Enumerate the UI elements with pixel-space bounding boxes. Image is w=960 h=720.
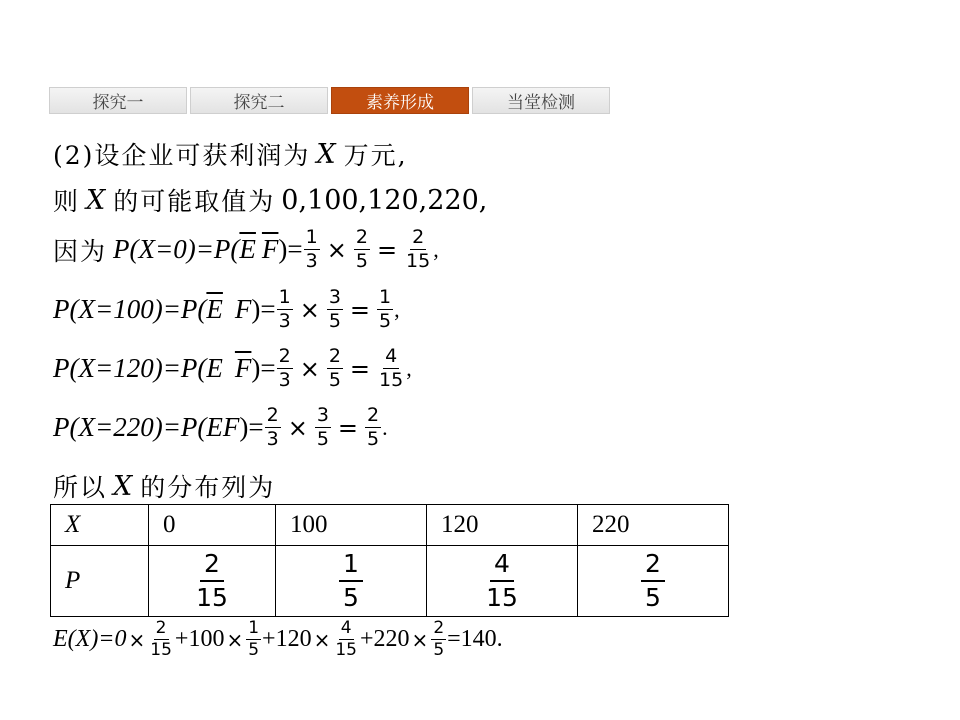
table-cell-p-3: $\frac{2}{5}$ <box>578 546 729 617</box>
table-row-p <box>51 546 729 617</box>
line5-close: )= <box>251 353 276 383</box>
expectation-term-4: +220 <box>360 626 410 652</box>
text-line-5 <box>53 347 412 390</box>
line3-f-bar: $\overline{F}$ <box>261 234 279 264</box>
expectation-frac-3: $\frac{4}{15}$ <box>335 618 357 660</box>
line2-prefix: 则 <box>53 187 81 216</box>
text-line-6 <box>53 406 388 449</box>
line3-result: $\frac{2}{15}$ <box>406 226 431 272</box>
line5-result: $\frac{4}{15}$ <box>379 345 404 391</box>
table-cell-p-0: $\frac{2}{15}$ <box>149 546 276 617</box>
line4-end: , <box>394 296 400 322</box>
times-sign: × <box>226 627 244 652</box>
line3-prefix: 因为 <box>53 236 108 266</box>
times-sign: × <box>313 627 331 652</box>
expectation-term-3: +120 <box>262 626 312 652</box>
expectation-term-2: +100 <box>174 626 225 652</box>
expectation-line <box>53 620 503 659</box>
text-line-1 <box>53 136 408 172</box>
expectation-lhs: E(X)=0 <box>53 626 127 652</box>
times-sign: × <box>128 627 146 652</box>
table-cell-x-2: 120 <box>427 505 578 546</box>
times-sign: × <box>299 295 320 324</box>
line4-result: $\frac{1}{5}$ <box>379 286 392 332</box>
times-sign: × <box>299 354 320 383</box>
line4-e-bar: $\overline{E}$ <box>206 294 223 324</box>
line5-f-bar: $\overline{F}$ <box>234 353 252 383</box>
line1-prefix: (2)设企业可获利润为 <box>53 141 311 170</box>
line3-close: )= <box>278 234 303 264</box>
line6-end: . <box>382 414 388 440</box>
line6-frac-2: $\frac{3}{5}$ <box>316 404 329 450</box>
distribution-table <box>50 504 729 617</box>
line7-var: X <box>113 470 135 502</box>
line7-suffix: 的分布列为 <box>140 473 276 502</box>
line3-e-bar: $\overline{E}$ <box>239 234 256 264</box>
expectation-frac-2: $\frac{1}{5}$ <box>248 618 260 660</box>
line6-lhs: P(X=220)=P( <box>53 412 207 442</box>
line5-frac-2: $\frac{2}{5}$ <box>328 345 341 391</box>
times-sign: × <box>326 235 347 264</box>
line5-end: , <box>406 355 412 381</box>
line5-lhs: P(X=120)=P( <box>53 353 207 383</box>
table-cell-x-3: 220 <box>578 505 729 546</box>
times-sign: × <box>287 413 308 442</box>
line3-lhs: P(X=0)=P( <box>113 234 240 264</box>
line3-frac-2: $\frac{2}{5}$ <box>355 226 368 272</box>
equals-sign: = <box>376 235 398 264</box>
equals-sign: = <box>337 413 359 442</box>
line5-frac-1: $\frac{2}{3}$ <box>278 345 291 391</box>
tab-literacy-formation[interactable]: 素养形成 <box>331 87 469 114</box>
line6-frac-1: $\frac{2}{3}$ <box>266 404 279 450</box>
line6-ef: EF <box>206 412 240 442</box>
table-row-x <box>51 505 729 546</box>
text-line-4 <box>53 288 400 331</box>
line6-close: )= <box>239 412 264 442</box>
line7-prefix: 所以 <box>53 473 108 502</box>
equals-sign: = <box>349 354 371 383</box>
tab-explore-1[interactable]: 探究一 <box>49 87 187 114</box>
line4-frac-2: $\frac{3}{5}$ <box>328 286 341 332</box>
table-header-x: X <box>51 505 149 546</box>
line6-result: $\frac{2}{5}$ <box>367 404 380 450</box>
line1-var: X <box>316 138 338 170</box>
nav-tabs <box>49 87 613 116</box>
times-sign: × <box>411 627 429 652</box>
equals-sign: = <box>349 295 371 324</box>
line1-suffix: 万元, <box>343 141 408 170</box>
expectation-frac-4: $\frac{2}{5}$ <box>433 618 445 660</box>
expectation-frac-1: $\frac{2}{15}$ <box>150 618 172 660</box>
tab-explore-2[interactable]: 探究二 <box>190 87 328 114</box>
line4-frac-1: $\frac{1}{3}$ <box>278 286 291 332</box>
line5-e: E <box>206 353 223 383</box>
line2-values: 0,100,120,220, <box>281 184 488 216</box>
line3-end: , <box>433 236 439 262</box>
table-cell-x-0: 0 <box>149 505 276 546</box>
table-cell-x-1: 100 <box>276 505 427 546</box>
table-cell-p-2: $\frac{4}{15}$ <box>427 546 578 617</box>
line3-frac-1: $\frac{1}{3}$ <box>305 226 318 272</box>
tab-class-test[interactable]: 当堂检测 <box>472 87 610 114</box>
line4-close: )= <box>251 294 276 324</box>
expectation-result: =140. <box>447 626 503 652</box>
line2-var: X <box>86 184 108 216</box>
table-cell-p-1: $\frac{1}{5}$ <box>276 546 427 617</box>
line4-lhs: P(X=100)=P( <box>53 294 207 324</box>
text-line-2 <box>53 182 487 218</box>
text-line-7 <box>53 468 275 504</box>
line4-f: F <box>234 294 252 324</box>
table-header-p: P <box>51 546 149 617</box>
text-line-3 <box>53 228 439 271</box>
line2-mid: 的可能取值为 <box>113 187 276 216</box>
